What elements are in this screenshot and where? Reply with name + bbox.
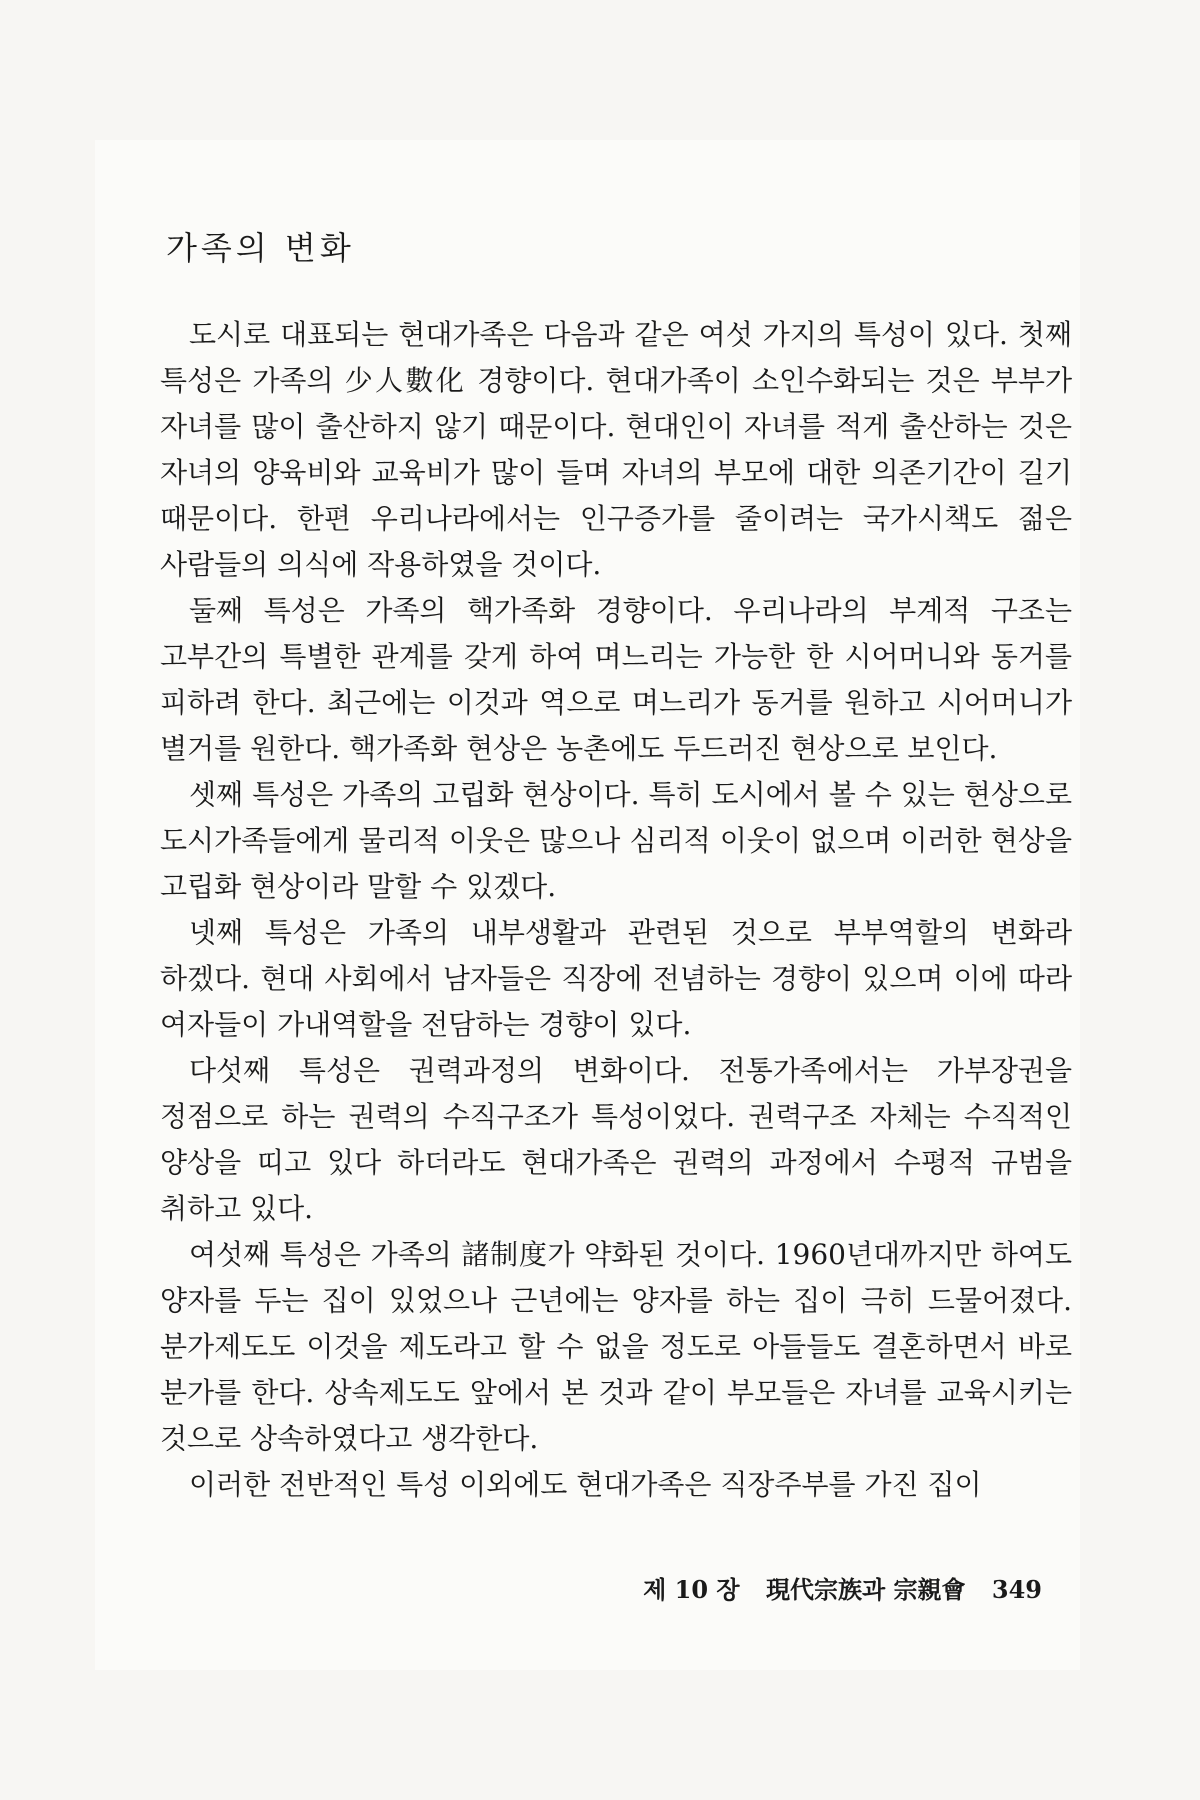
section-title: 가족의 변화 xyxy=(166,229,355,267)
page-number: 349 xyxy=(991,1575,1042,1604)
body-text xyxy=(160,312,1072,1508)
paragraph-1: 도시로 대표되는 현대가족은 다음과 같은 여섯 가지의 특성이 있다. 첫째 특성은 가족의 少人數化 경향이다. 현대가족이 소인수화되는 것은 부부가 자녀를 많이 출산하지 않기 때문이다. 현대인이 자녀를 적게 출산하는 것은 자녀의 양육비와 교육비가 많이 들며 자녀의 부모에 대한 의존기간이 길기 때문이다. 한편 우리나라에서는 인구증가를 줄이려는 국가시책도 젊은 사람들의 의식에 작용하였을 것이다. xyxy=(160,318,1072,581)
chapter-title: 現代宗族과 宗親會 xyxy=(765,1575,966,1604)
chapter-label: 제 10 장 xyxy=(643,1575,740,1604)
paragraph-2: 둘째 특성은 가족의 핵가족화 경향이다. 우리나라의 부계적 구조는 고부간의 특별한 관계를 갖게 하여 며느리는 가능한 한 시어머니와 동거를 피하려 한다. 최근에는 이것과 역으로 며느리가 동거를 원하고 시어머니가 별거를 원한다. 핵가족화 현상은 농촌에도 두드러진 현상으로 보인다. xyxy=(160,594,1072,765)
paragraph-5: 다섯째 특성은 권력과정의 변화이다. 전통가족에서는 가부장권을 정점으로 하는 권력의 수직구조가 특성이었다. 권력구조 자체는 수직적인 양상을 띠고 있다 하더라도 현대가족은 권력의 과정에서 수평적 규범을 취하고 있다. xyxy=(160,1054,1072,1225)
paragraph-6: 여섯째 특성은 가족의 諸制度가 약화된 것이다. 1960년대까지만 하여도 양자를 두는 집이 있었으나 근년에는 양자를 하는 집이 극히 드물어졌다. 분가제도도 이것을 제도라고 할 수 없을 정도로 아들들도 결혼하면서 바로 분가를 한다. 상속제도도 앞에서 본 것과 같이 부모들은 자녀를 교육시키는 것으로 상속하였다고 생각한다. xyxy=(160,1238,1072,1455)
running-footer xyxy=(643,1575,1042,1605)
paragraph-3: 셋째 특성은 가족의 고립화 현상이다. 특히 도시에서 볼 수 있는 현상으로 도시가족들에게 물리적 이웃은 많으나 심리적 이웃이 없으며 이러한 현상을 고립화 현상이라 말할 수 있겠다. xyxy=(160,778,1072,903)
paragraph-7: 이러한 전반적인 특성 이외에도 현대가족은 직장주부를 가진 집이 xyxy=(189,1468,982,1501)
paragraph-4: 넷째 특성은 가족의 내부생활과 관련된 것으로 부부역할의 변화라 하겠다. 현대 사회에서 남자들은 직장에 전념하는 경향이 있으며 이에 따라 여자들이 가내역할을 전담하는 경향이 있다. xyxy=(160,916,1072,1041)
